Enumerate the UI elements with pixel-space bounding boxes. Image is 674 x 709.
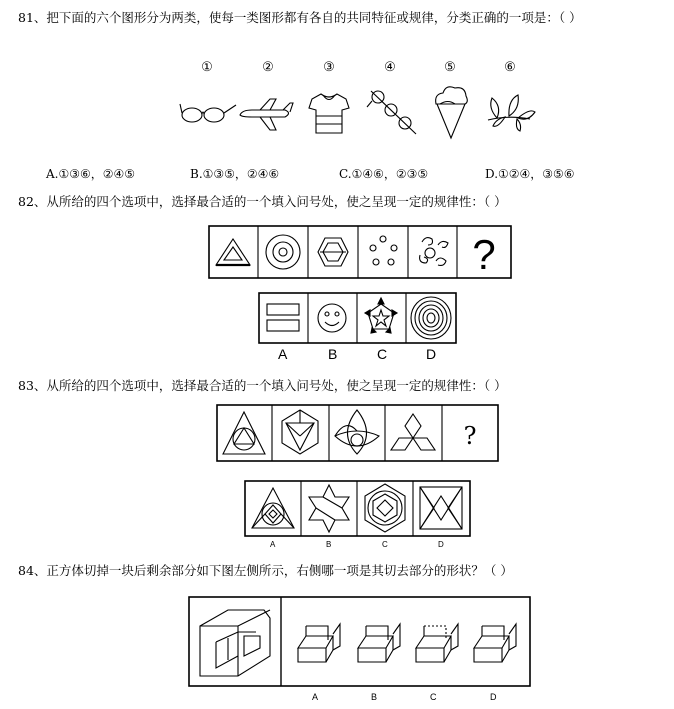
q81-option-b[interactable]: B.①③⑤，②④⑥ [190, 167, 280, 181]
q84-option-b-shape [358, 624, 400, 662]
question-83-text: 83、从所给的四个选项中，选择最合适的一个填入问号处，使之呈现一定的规律性：（ ） [18, 378, 507, 393]
q81-number-4: ④ [384, 60, 396, 75]
q82-options-figure [258, 292, 458, 346]
q81-option-d[interactable]: D.①②④，③⑤⑥ [485, 167, 575, 181]
q81-number-1: ① [201, 60, 213, 75]
q84-cube-figure [188, 596, 532, 688]
q83-label-c[interactable]: C [382, 540, 388, 549]
q81-figure-numbers [0, 60, 674, 74]
q81-number-2: ② [262, 60, 274, 75]
q81-option-c[interactable]: C.①④⑥，②③⑤ [339, 167, 429, 181]
q81-option-a[interactable]: A.①③⑥，②④⑤ [46, 167, 136, 181]
q82-label-d[interactable]: D [426, 346, 437, 362]
q81-icecream-icon [436, 87, 468, 138]
question-84-text: 84、正方体切掉一块后剩余部分如下图左侧所示，右侧哪一项是其切去部分的形状？（ ） [18, 563, 513, 578]
q81-airplane-icon [240, 99, 293, 130]
q84-label-b[interactable]: B [371, 692, 378, 702]
q83-label-b[interactable]: B [326, 540, 332, 549]
q84-option-c-shape [416, 624, 458, 662]
q82-label-c[interactable]: C [377, 346, 388, 362]
q84-label-c[interactable]: C [430, 692, 437, 702]
q84-label-d[interactable]: D [490, 692, 497, 702]
q83-label-a[interactable]: A [270, 540, 276, 549]
q84-label-a[interactable]: A [312, 692, 319, 702]
q84-option-d-shape [474, 624, 516, 662]
q81-figures [0, 80, 674, 142]
q81-skewer-icon [367, 91, 416, 134]
q81-number-5: ⑤ [444, 60, 456, 75]
q81-leaves-icon [488, 95, 535, 131]
q82-question-mark: ? [472, 231, 496, 278]
q81-number-6: ⑥ [504, 60, 516, 75]
q81-glasses-icon [180, 104, 236, 122]
q84-option-a-shape [298, 624, 340, 662]
q83-sequence-figure [216, 404, 500, 464]
question-82-text: 82、从所给的四个选项中，选择最合适的一个填入问号处，使之呈现一定的规律性：（ ） [18, 194, 507, 209]
q83-label-d[interactable]: D [438, 540, 444, 549]
q82-label-a[interactable]: A [278, 346, 288, 362]
q82-sequence-figure [208, 225, 512, 281]
q83-options-figure [244, 480, 472, 538]
q81-number-3: ③ [323, 60, 335, 75]
q81-tshirt-icon [309, 94, 349, 133]
q83-question-mark: ? [463, 422, 477, 450]
q82-label-b[interactable]: B [328, 346, 338, 362]
question-81-text: 81、把下面的六个图形分为两类，使每一类图形都有各自的共同特征或规律，分类正确的一项是：（ ） [18, 10, 582, 25]
